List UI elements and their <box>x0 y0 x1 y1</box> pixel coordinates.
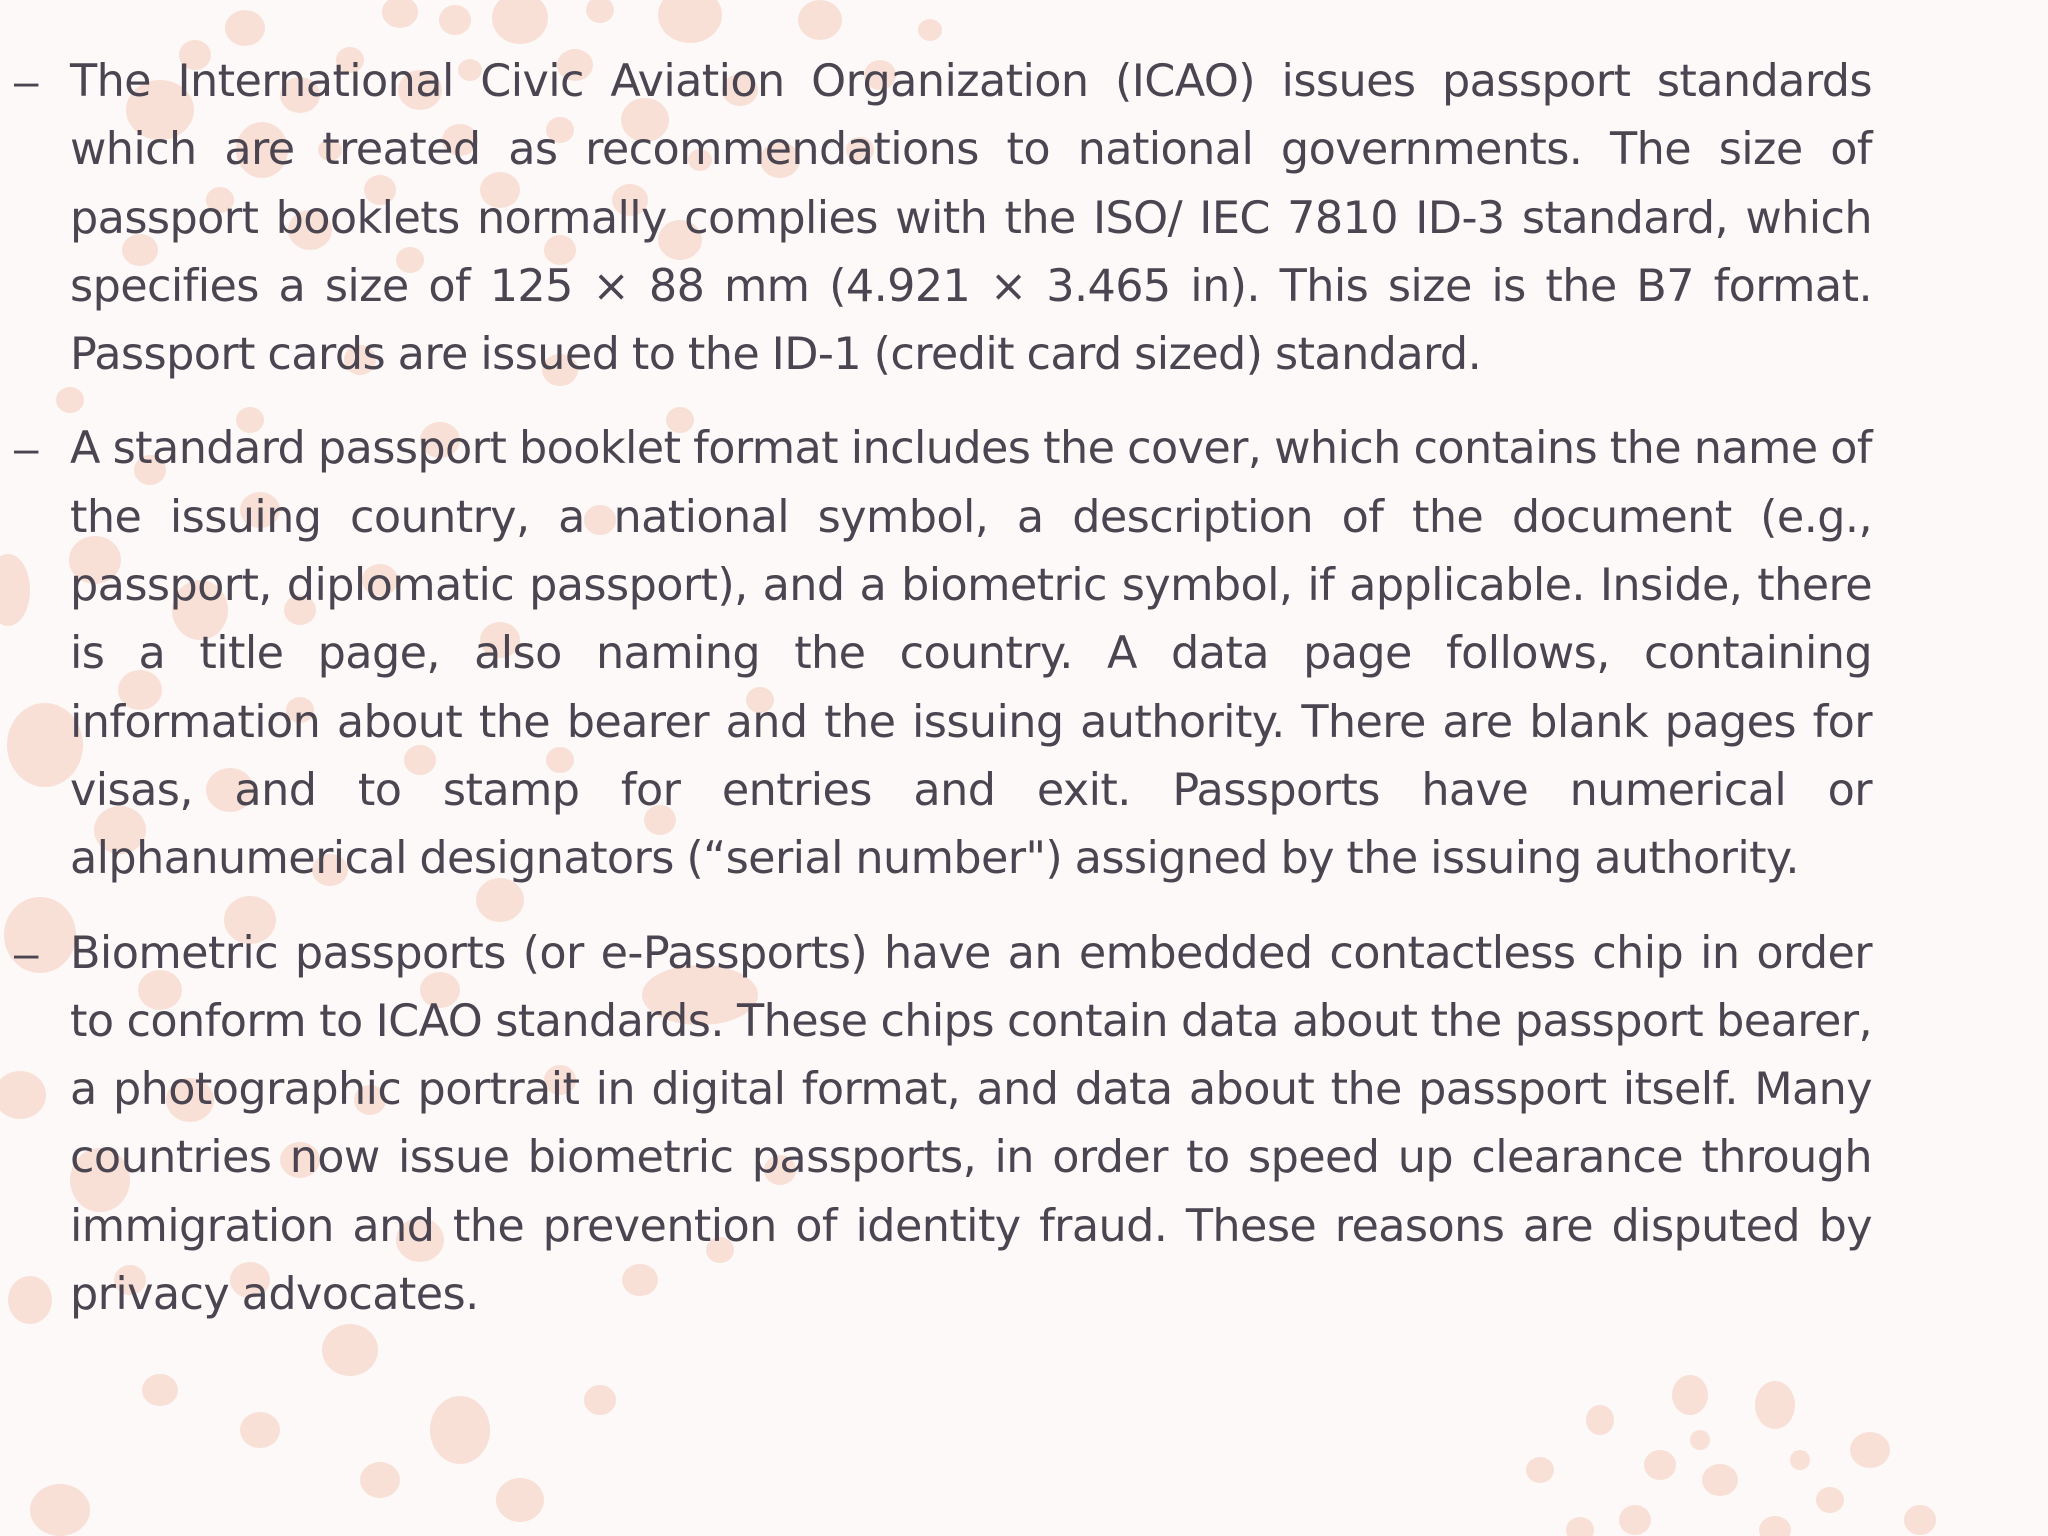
bullet-list <box>0 48 1872 1355</box>
bullet-item-biometric-passports <box>0 920 1872 1330</box>
bullet-text: The International Civic Aviation Organization (ICAO) issues passport standards which are treated as recommendations to national governments. The size of passport booklets normally complies with the ISO/ IEC 7810 ID-3 standard, which specifies a size of 125 × 88 mm (4.921 × 3.465 in). This size is the B7 format. Passport cards are issued to the ID-1 (credit card sized) standard. <box>70 56 1872 381</box>
bullet-marker: – <box>14 424 39 474</box>
bullet-marker: – <box>14 928 39 978</box>
bullet-text: Biometric passports (or e-Passports) have an embedded contactless chip in order to conform to ICAO standards. These chips contain data about the passport bearer, a photographic portrait in digital format, and data about the passport itself. Many countries now issue biometric passports, in order to speed up clearance through immigration and the prevention of identity fraud. These reasons are disputed by privacy advocates. <box>70 927 1872 1321</box>
bullet-marker: – <box>14 57 39 106</box>
bullet-text: A standard passport booklet format includes the cover, which contains the name of the issuing country, a national symbol, a description of the document (e.g., passport, diplomatic passport), and a biometric symbol, if applicable. Inside, there is a title page, also naming the country. A data page follows, containing information about the bearer and the issuing authority. There are blank pages for visas, and to stamp for entries and exit. Passports have numerical or alphanumerical designators (“serial number") assigned by the issuing authority. <box>70 423 1872 885</box>
bullet-item-booklet-format <box>0 415 1872 893</box>
bullet-item-icao-standards <box>0 48 1872 389</box>
